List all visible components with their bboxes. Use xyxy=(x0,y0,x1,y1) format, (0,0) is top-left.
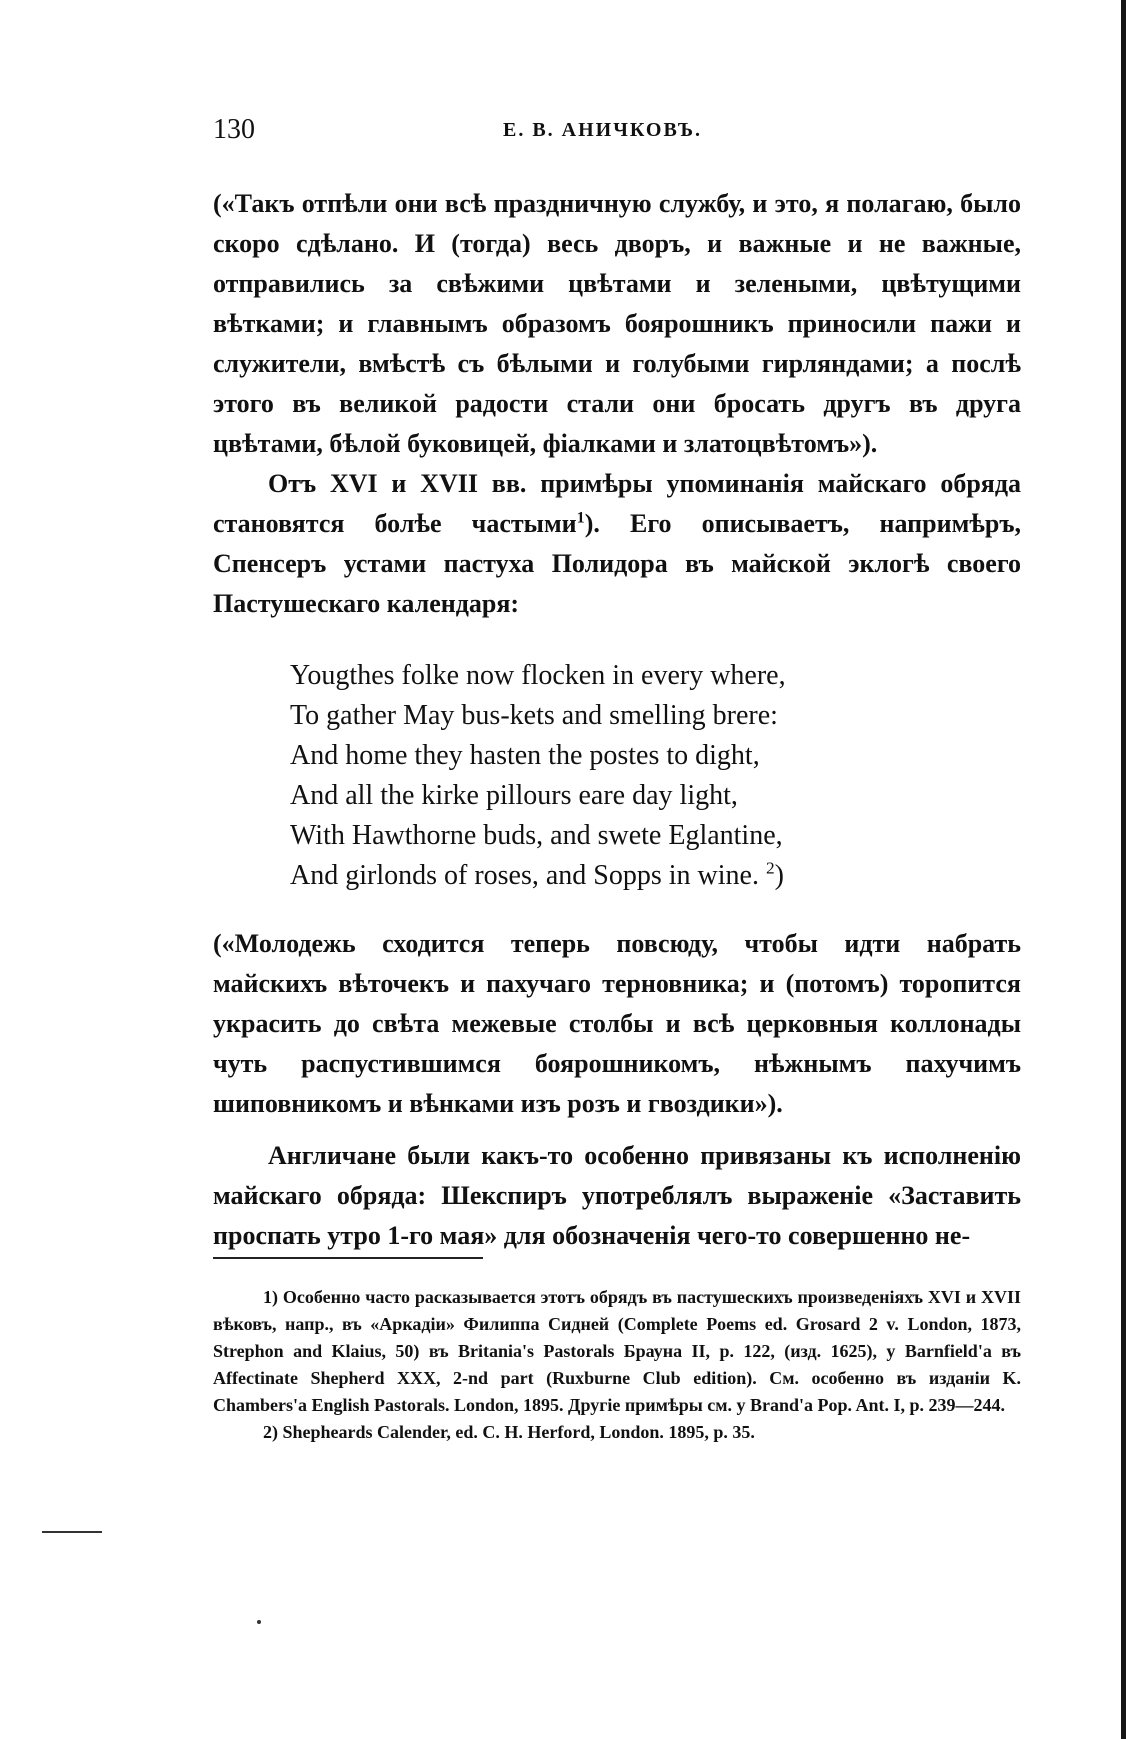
page-header xyxy=(213,110,963,150)
footnote-ref: 1 xyxy=(576,509,585,527)
paragraph: («Такъ отпѣли они всѣ праздничную службу, и это, я полагаю, было скоро сдѣлано. И (тогда) весь дворъ, и важные и не важные, отправились за свѣжими цвѣтами и зелеными, цвѣтущими вѣтками; и главнымъ образомъ боярошникъ приносили пажи и служители, вмѣстѣ съ бѣлыми и голубыми гирляндами; а послѣ этого въ великой радости стали они бросать другъ въ друга цвѣтами, бѣлой буковицей, фіалками и златоцвѣтомъ»). xyxy=(213,189,1021,458)
scan-speck xyxy=(42,1531,102,1533)
footnotes xyxy=(213,1284,1021,1446)
verse-text: ) xyxy=(774,860,784,891)
running-head: Е. В. АНИЧКОВЪ. xyxy=(503,119,703,141)
verse-line: To gather May bus-kets and smelling brere: xyxy=(290,700,778,731)
page-edge-line xyxy=(1121,0,1126,1739)
verse-line: Yougthes folke now flocken in every where, xyxy=(290,660,786,691)
verse-line xyxy=(290,856,1021,896)
body-text xyxy=(213,184,1021,1256)
paragraph-text: ). Его описываетъ, напримѣръ, Спенсеръ устами пастуха Полидора въ майской эклогѣ своего Пастушескаго календаря: xyxy=(213,509,1021,618)
footnote: 2) Shepheards Calender, ed. C. H. Herford, London. 1895, p. 35. xyxy=(263,1422,755,1442)
paragraph-text: Отъ XVI и XVII вв. примѣры упоминанія майскаго обряда становятся болѣе частыми xyxy=(213,469,1021,538)
paragraph: Англичане были какъ-то особенно привязаны къ исполненію майскаго обряда: Шекспиръ употреблялъ выраженіе «Заставить проспать утро 1-го мая» для обозначенія чего-то совершенно не- xyxy=(213,1141,1021,1250)
verse-line: And home they hasten the postes to dight, xyxy=(290,740,760,771)
scan-speck xyxy=(257,1620,261,1624)
page-number: 130 xyxy=(213,114,255,145)
verse-text: And girlonds of roses, and Sopps in wine. xyxy=(290,860,759,891)
footnote-rule xyxy=(213,1257,483,1259)
paragraph: («Молодежь сходится теперь повсюду, чтобы идти набрать майскихъ вѣточекъ и пахучаго терновника; и (потомъ) торопится украсить до свѣта межевые столбы и всѣ церковныя коллонады чуть распустившимся боярошникомъ, нѣжнымъ пахучимъ шиповникомъ и вѣнками изъ розъ и гвоздики»). xyxy=(213,929,1021,1118)
paragraph xyxy=(213,464,1021,624)
footnote-ref: 2 xyxy=(765,858,775,878)
footnote: 1) Особенно часто расказывается этотъ обрядъ въ пастушескихъ произведеніяхъ XVI и XVII вѣковъ, напр., въ «Аркадіи» Филиппа Сидней (Complete Poems ed. Grosard 2 v. London, 1873, Strephon and Klaius, 50) въ Britania's Pastorals Брауна II, p. 122, (изд. 1625), у Barnfield'a въ Affectinate Shepherd XXX, 2-nd part (Ruxburne Club edition). См. особенно въ изданіи K. Chambers'a English Pastorals. London, 1895. Другіе примѣры см. у Brand'a Pop. Ant. I, p. 239—244. xyxy=(213,1287,1021,1415)
verse-line: With Hawthorne buds, and swete Eglantine, xyxy=(290,820,783,851)
verse-quotation xyxy=(290,656,1021,896)
verse-line: And all the kirke pillours eare day light, xyxy=(290,780,738,811)
